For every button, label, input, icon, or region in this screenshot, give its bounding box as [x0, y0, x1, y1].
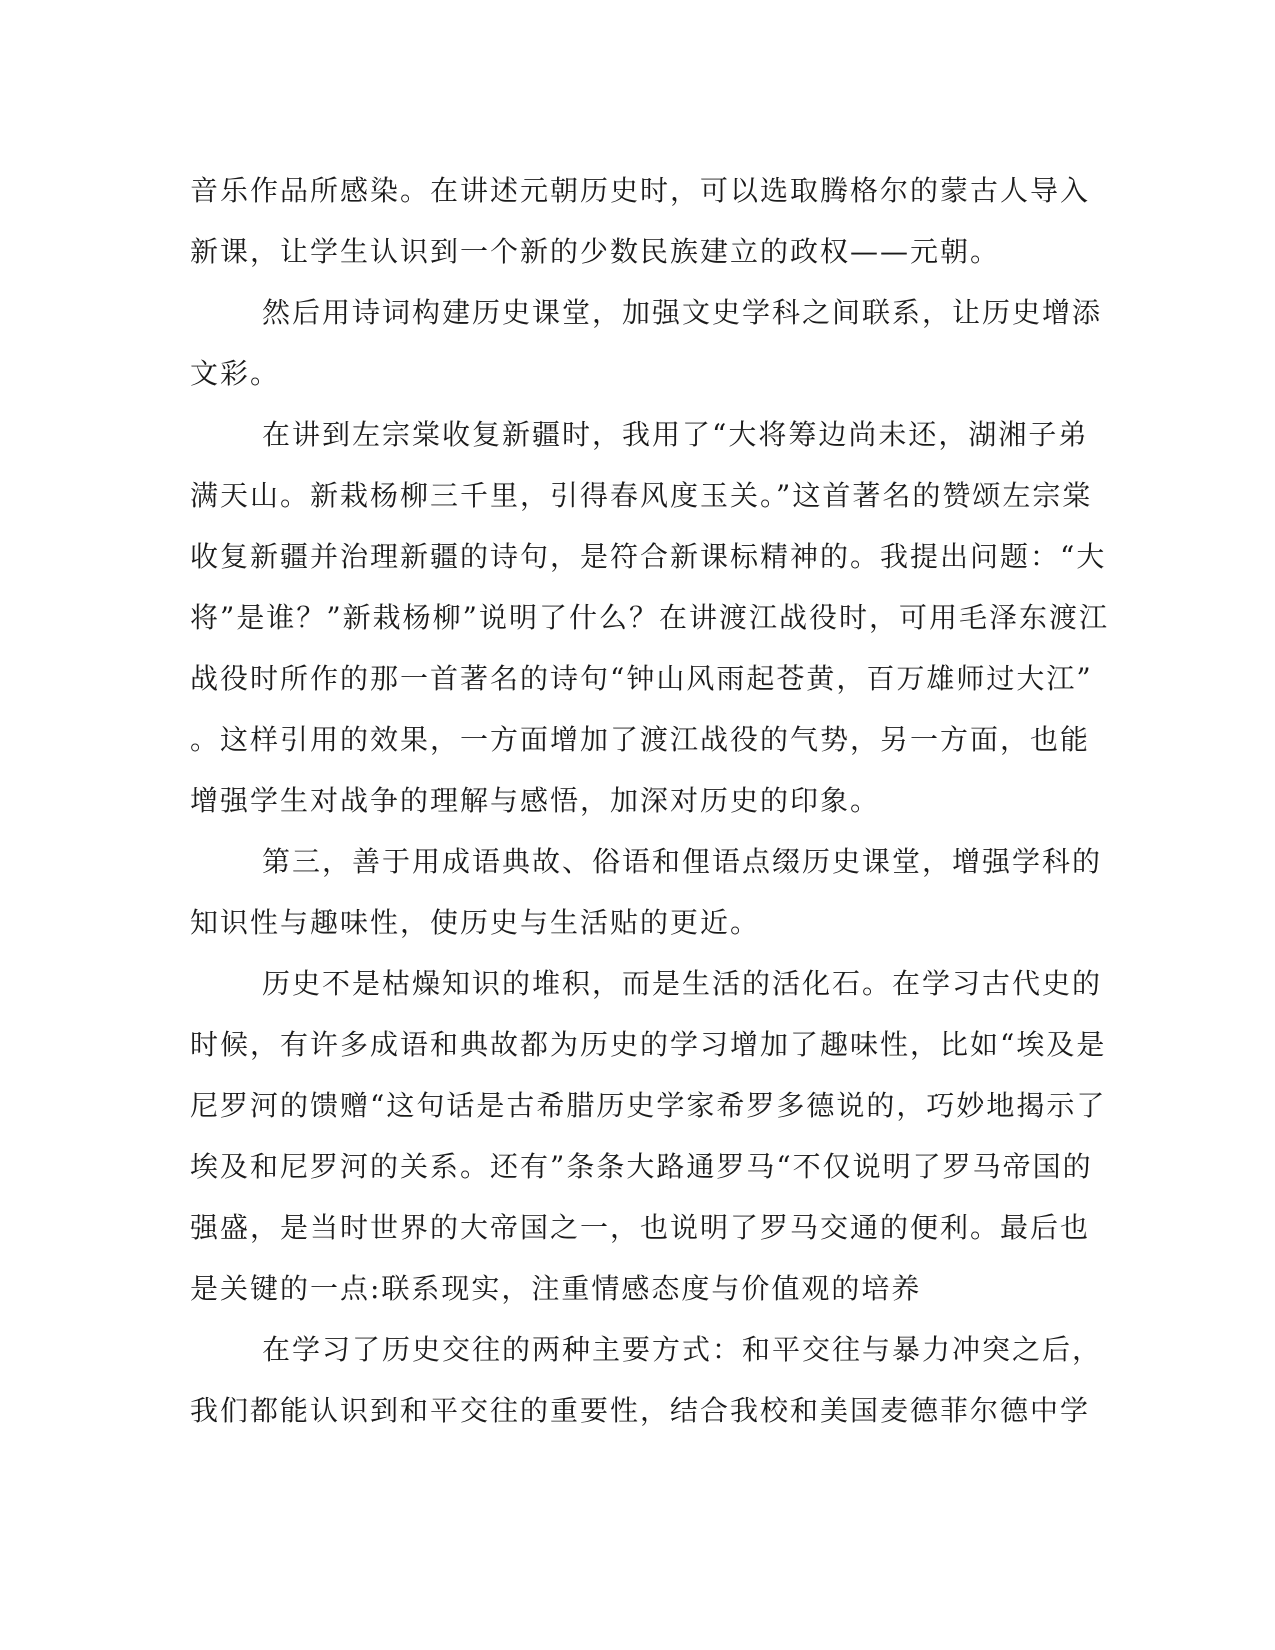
paragraph-first-line: 历史不是枯燥知识的堆积，而是生活的活化石。在学习古代史的: [262, 967, 1103, 1000]
paragraph-first-line: 第三，善于用成语典故、俗语和俚语点缀历史课堂，增强学科的: [262, 845, 1103, 878]
text-line: 文彩。: [190, 357, 281, 390]
text-line: 增强学生对战争的理解与感悟，加深对历史的印象。: [190, 784, 881, 817]
text-line: 我们都能认识到和平交往的重要性，结合我校和美国麦德菲尔德中学: [190, 1394, 1091, 1427]
text-line: 尼罗河的馈赠“这句话是古希腊历史学家希罗多德说的，巧妙地揭示了: [190, 1089, 1107, 1122]
text-line: 战役时所作的那一首著名的诗句“钟山风雨起苍黄，百万雄师过大江”: [190, 662, 1093, 695]
text-line: 满天山。新栽杨柳三千里，引得春风度玉关。”这首著名的赞颂左宗棠: [190, 479, 1093, 512]
paragraph-first-line: 在学习了历史交往的两种主要方式：和平交往与暴力冲突之后，: [262, 1333, 1103, 1366]
body-text: [190, 160, 1109, 1441]
text-line: 将”是谁？”新栽杨柳”说明了什么？在讲渡江战役时，可用毛泽东渡江: [190, 601, 1109, 634]
text-line: 强盛，是当时世界的大帝国之一，也说明了罗马交通的便利。最后也: [190, 1211, 1091, 1244]
text-line: 埃及和尼罗河的关系。还有”条条大路通罗马“不仅说明了罗马帝国的: [190, 1150, 1093, 1183]
text-line: 时候，有许多成语和典故都为历史的学习增加了趣味性，比如“埃及是: [190, 1028, 1107, 1061]
text-line: 是关键的一点:联系现实，注重情感态度与价值观的培养: [190, 1272, 922, 1305]
text-line: 。这样引用的效果，一方面增加了渡江战役的气势，另一方面，也能: [190, 723, 1091, 756]
text-line: 新课，让学生认识到一个新的少数民族建立的政权——元朝。: [190, 235, 1001, 268]
text-line: 收复新疆并治理新疆的诗句，是符合新课标精神的。我提出问题：“大: [190, 540, 1107, 573]
text-line: 知识性与趣味性，使历史与生活贴的更近。: [190, 906, 761, 939]
text-line: 音乐作品所感染。在讲述元朝历史时，可以选取腾格尔的蒙古人导入: [190, 174, 1091, 207]
paragraph-first-line: 在讲到左宗棠收复新疆时，我用了“大将筹边尚未还，湖湘子弟: [262, 418, 1089, 451]
paragraph-first-line: 然后用诗词构建历史课堂，加强文史学科之间联系，让历史增添: [262, 296, 1103, 329]
